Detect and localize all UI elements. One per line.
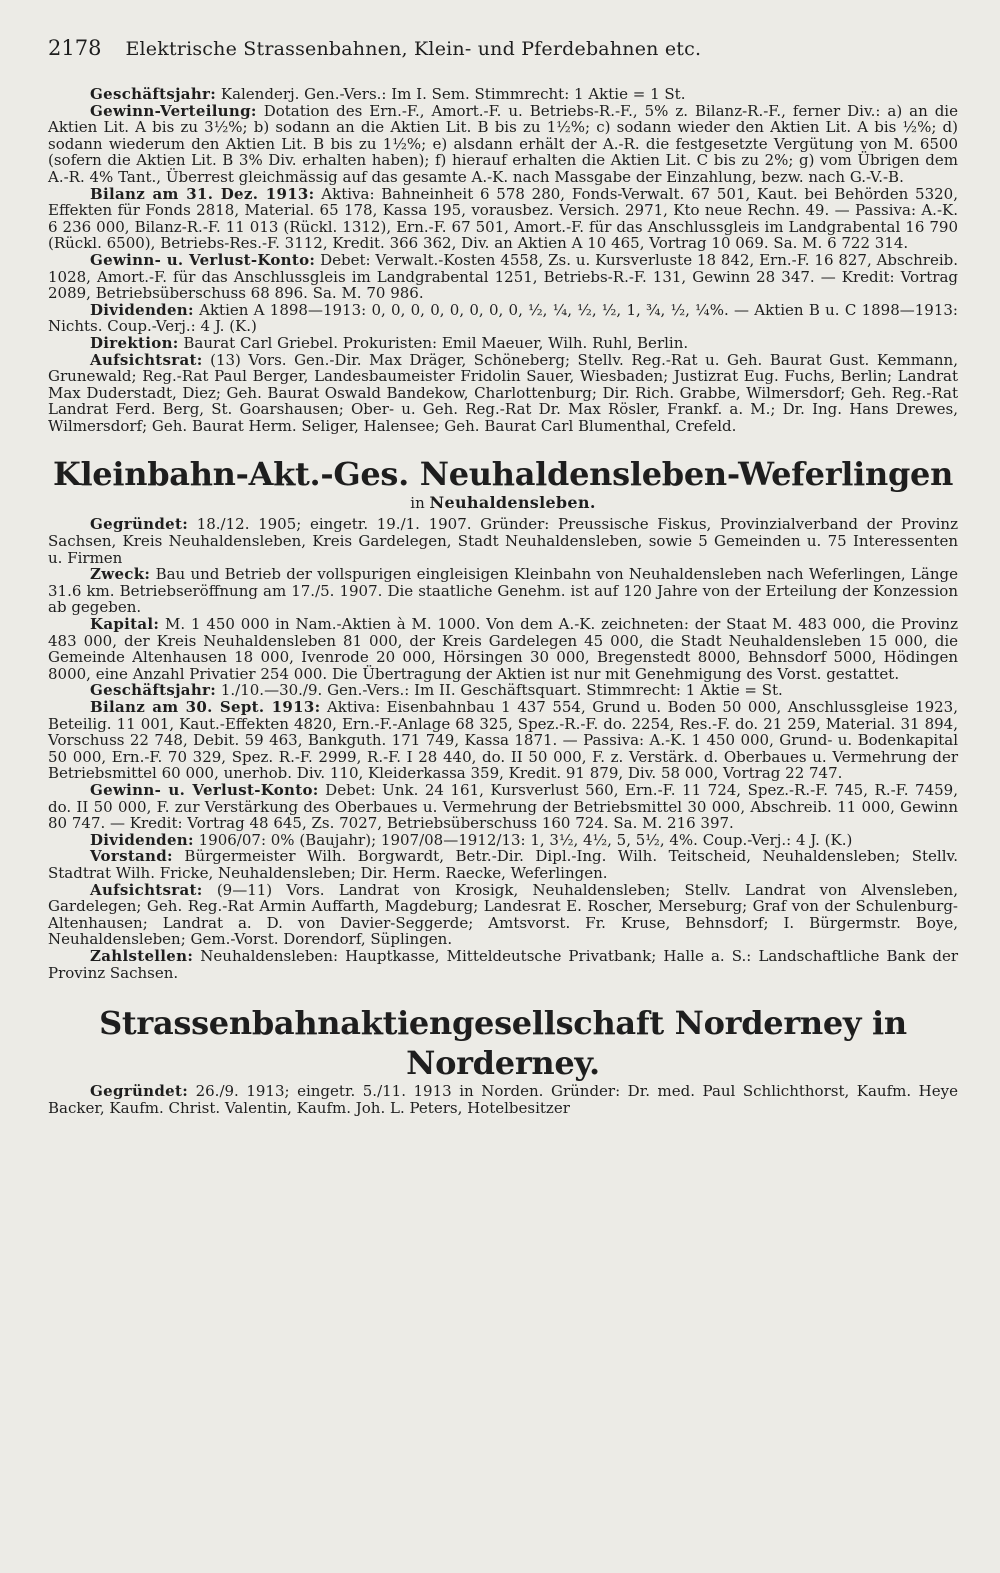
section-kleinbahn-neuhaldensleben — [48, 454, 958, 981]
entry-dividenden — [48, 832, 958, 849]
entry-text: Aktiva: Bahneinheit 6 578 280, Fonds-Verwalt. 67 501, Kaut. bei Behörden 5320, Effekten für Fonds 2818, Material. 65 178, Kassa 195, vorausbez. Versich. 2971, Kto neue Rechn. 49. — Passiva: A.-K. 6 236 000, Bilanz-R.-F. 11 013 (Rückl. 1312), Ern.-F. 67 501, Amort.-F. für das Anschlussgleis im Landgrabental 16 790 (Rückl. 6500), Betriebs-Res.-F. 3112, Kredit. 366 362, Div. an Aktien A 10 465, Vortrag 10 069. Sa. M. 6 722 314. — [48, 184, 958, 253]
entry-text: M. 1 450 000 in Nam.-Aktien à M. 1000. Von dem A.-K. zeichneten: der Staat M. 483 000, die Provinz 483 000, der Kreis Neuhaldensleben 81 000, der Kreis Gardelegen 45 000, die Stadt Neuhaldensleben 15 000, die Gemeinde Altenhausen 18 000, Ivenrode 20 000, Hörsingen 30 000, Bregenstedt 8000, Behnsdorf 5000, Hödingen 8000, eine Anzahl Privatier 254 000. Die Übertragung der Aktien ist nur mit Genehmigung des Vorst. gestattet. — [48, 615, 958, 683]
entry-text: Debet: Verwalt.-Kosten 4558, Zs. u. Kursverluste 18 842, Ern.-F. 16 827, Abschreib. 1028, Amort.-F. für das Anschlussgleis im Landgrabental 1251, Betriebs-R.-F. 131, Gewinn 28 347. — Kredit: Vortrag 2089, Betriebsüberschuss 68 896. Sa. M. 70 986. — [48, 250, 958, 303]
entry-label: Geschäftsjahr: — [90, 681, 217, 700]
entry-aufsichtsrat — [48, 352, 958, 435]
entry-kapital — [48, 616, 958, 682]
entry-bilanz — [48, 186, 958, 252]
running-header — [48, 36, 958, 60]
entry-text: Aktiva: Eisenbahnbau 1 437 554, Grund u. Boden 50 000, Anschlussgleise 1923, Beteilig. 11 001, Kaut.-Effekten 4820, Ern.-F.-Anlage 68 325, Spez.-R.-F. do. 2254, Res.-F. do. 21 259, Material. 31 894, Vorschuss 22 748, Debit. 59 463, Bankguth. 171 749, Kassa 1871. — Passiva: A.-K. 1 450 000, Grund- u. Bodenkapital 50 000, Ern.-F. 70 329, Spez. R.-F. 2999, R.-F. I 28 440, do. II 50 000, F. z. Verstärk. d. Oberbaues u. Vermehrung der Betriebsmittel 60 000, unerhob. Div. 110, Kleiderkassa 359, Kredit. 91 879, Div. 58 000, Vortrag 22 747. — [48, 698, 958, 783]
entry-label: Bilanz am 30. Sept. 1913: — [90, 698, 321, 716]
entry-text: (13) Vors. Gen.-Dir. Max Dräger, Schöneberg; Stellv. Reg.-Rat u. Geh. Baurat Gust. Kemmann, Grunewald; Reg.-Rat Paul Berger, Landesbaumeister Fridolin Sauer, Wiesbaden; Justizrat Eug. Fuchs, Berlin; Landrat Max Duderstadt, Diez; Geh. Baurat Oswald Bandekow, Charlottenburg; Dir. Rich. Grabbe, Wilmersdorf; Geh. Reg.-Rat Landrat Ferd. Berg, St. Goarshausen; Ober- u. Geh. Reg.-Rat Dr. Max Rösler, Frankf. a. M.; Dr. Ing. Hans Drewes, Wilmersdorf; Geh. Baurat Herm. Seliger, Halensee; Geh. Baurat Carl Blumenthal, Crefeld. — [48, 350, 958, 435]
entry-gewinn-verlust-konto — [48, 782, 958, 832]
entry-label: Gewinn- u. Verlust-Konto: — [90, 250, 316, 269]
entry-dividenden — [48, 302, 958, 335]
entry-direktion — [48, 335, 958, 352]
entry-gegruendet — [48, 516, 958, 566]
entry-text: Aktien A 1898—1913: 0, 0, 0, 0, 0, 0, 0, 0, ½, ¼, ½, ½, 1, ¾, ½, ¼%. — Aktien B u. C 1898—1913: Nichts. Coup.-Verj.: 4 J. (K.) — [48, 300, 958, 336]
entry-text: 26./9. 1913; eingetr. 5./11. 1913 in Norden. Gründer: Dr. med. Paul Schlichthorst, Kaufm. Heye Backer, Kaufm. Christ. Valentin, Kaufm. Joh. L. Peters, Hotelbesitzer — [48, 1082, 958, 1117]
section-spacer — [48, 981, 958, 1003]
entry-label: Kapital: — [90, 615, 160, 634]
section-subtitle — [48, 494, 958, 512]
section-title: Strassenbahnaktiengesellschaft Norderney in Norderney. — [99, 1004, 907, 1083]
entry-label: Gewinn- u. Verlust-Konto: — [90, 780, 319, 799]
section-spacer — [48, 434, 958, 454]
entry-text: Dotation des Ern.-F., Amort.-F. u. Betriebs-R.-F., 5% z. Bilanz-R.-F., ferner Div.: a) an die Aktien Lit. A bis zu 3½%; b) sodann an die Aktien Lit. B bis zu 1½%; c) sodann wieder den Aktien Lit. A bis ½%; d) sodann wiederum den Aktien Lit. B bis zu 1½%; e) alsdann erhält der A.-R. die festgesetzte Vergütung von M. 6500 (sofern die Aktien Lit. B 3% Div. erhalten haben); f) hierauf erhalten die Aktien Lit. C bis zu 2%; g) vom Übrigen dem A.-R. 4% Tant., Überrest gleichmässig auf das gesamte A.-K. nach Massgabe der Einzahlung, bezw. nach G.-V.-B. — [48, 101, 958, 186]
entry-label: Vorstand: — [90, 847, 173, 866]
entry-text: 1906/07: 0% (Baujahr); 1907/08—1912/13: 1, 3½, 4½, 5, 5½, 4%. Coup.-Verj.: 4 J. (K.) — [198, 830, 853, 849]
entry-text: 1./10.—30./9. Gen.-Vers.: Im II. Geschäftsquart. Stimmrecht: 1 Aktie = St. — [220, 681, 783, 700]
entry-label: Dividenden: — [90, 830, 194, 849]
entry-text: Baurat Carl Griebel. Prokuristen: Emil Maeuer, Wilh. Ruhl, Berlin. — [183, 333, 689, 352]
section-continued-company — [48, 86, 958, 434]
entry-label: Aufsichtsrat: — [90, 880, 203, 899]
entry-geschaeftsjahr — [48, 86, 958, 103]
entry-label: Zahlstellen: — [90, 946, 194, 965]
entry-label: Gegründet: — [90, 515, 189, 534]
entry-label: Direktion: — [90, 333, 179, 352]
entry-label: Gewinn-Verteilung: — [90, 101, 257, 120]
running-title: Elektrische Strassenbahnen, Klein- und Pferdebahnen etc. — [125, 38, 702, 60]
subtitle-prefix: in — [410, 494, 425, 513]
entry-text: Kalenderj. Gen.-Vers.: Im I. Sem. Stimmrecht: 1 Aktie = 1 St. — [220, 85, 686, 103]
subtitle-place: Neuhaldensleben. — [429, 493, 596, 513]
entry-gewinn-verteilung — [48, 103, 958, 186]
entry-bilanz — [48, 699, 958, 782]
entry-text: Neuhaldensleben: Hauptkasse, Mitteldeutsche Privatbank; Halle a. S.: Landschaftliche Bank der Provinz Sachsen. — [48, 946, 958, 982]
entry-label: Gegründet: — [90, 1082, 189, 1101]
entry-label: Bilanz am 31. Dez. 1913: — [90, 184, 315, 203]
section-strassenbahn-norderney — [48, 1003, 958, 1116]
entry-text: 18./12. 1905; eingetr. 19./1. 1907. Gründer: Preussische Fiskus, Provinzialverband der Provinz Sachsen, Kreis Neuhaldensleben, Kreis Gardelegen, Stadt Neuhaldensleben, sowie 5 Gemeinden u. 75 Interessenten u. Firmen — [48, 515, 958, 567]
entry-text: (9—11) Vors. Landrat von Krosigk, Neuhaldensleben; Stellv. Landrat von Alvensleben, Gardelegen; Geh. Reg.-Rat Armin Auffarth, Magdeburg; Landesrat E. Roscher, Merseburg; Graf von der Schulenburg-Altenhausen; Landrat a. D. von Davier-Seggerde; Amtsvorst. Fr. Kruse, Behnsdorf; I. Bürgermstr. Boye, Neuhaldensleben; Gem.-Vorst. Dorendorf, Süplingen. — [48, 880, 958, 949]
entry-label: Geschäftsjahr: — [90, 85, 217, 103]
entry-aufsichtsrat — [48, 882, 958, 948]
entry-geschaeftsjahr — [48, 682, 958, 699]
entry-gegruendet — [48, 1083, 958, 1116]
entry-zweck — [48, 566, 958, 616]
entry-text: Debet: Unk. 24 161, Kursverlust 560, Ern.-F. 11 724, Spez.-R.-F. 745, R.-F. 7459, do. II 50 000, F. zur Verstärkung des Oberbaues u. Vermehrung der Betriebsmittel 30 000, Abschreib. 11 000, Gewinn 80 747. — Kredit: Vortrag 48 645, Zs. 7027, Betriebsüberschuss 160 724. Sa. M. 216 397. — [48, 780, 958, 833]
entry-label: Aufsichtsrat: — [90, 350, 203, 369]
entry-vorstand — [48, 848, 958, 881]
section-title: Kleinbahn-Akt.-Ges. Neuhaldensleben-Weferlingen — [52, 455, 954, 494]
entry-label: Dividenden: — [90, 300, 194, 319]
entry-text: Bau und Betrieb der vollspurigen eingleisigen Kleinbahn von Neuhaldensleben nach Weferlingen, Länge 31.6 km. Betriebseröffnung am 17./5. 1907. Die staatliche Genehm. ist auf 120 Jahre von der Erteilung der Konzession ab gegeben. — [48, 565, 958, 617]
entry-gewinn-verlust-konto — [48, 252, 958, 302]
entry-text: Bürgermeister Wilh. Borgwardt, Betr.-Dir. Dipl.-Ing. Wilh. Teitscheid, Neuhaldensleben; Stellv. Stadtrat Wilh. Fricke, Neuhaldensleben; Dir. Herm. Raecke, Weferlingen. — [48, 847, 958, 882]
entry-label: Zweck: — [90, 565, 151, 584]
entry-zahlstellen — [48, 948, 958, 981]
page-number: 2178 — [48, 36, 102, 60]
